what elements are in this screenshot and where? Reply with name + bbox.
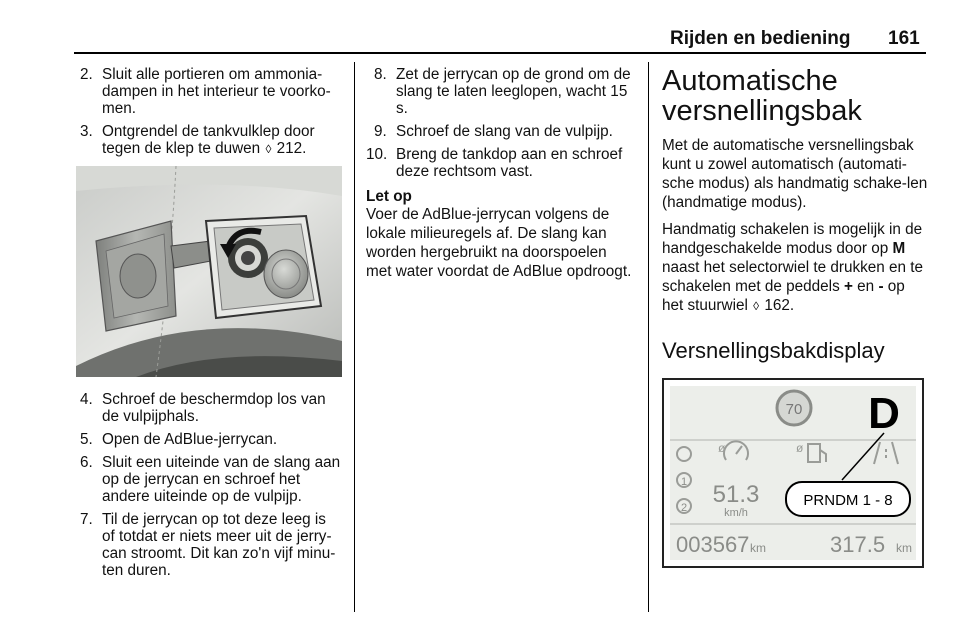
step-text: Til de jerrycan op tot deze leeg is of totdat er niets meer uit de jerry-can stroomt. Dit kan zo'n vijf minu-ten duren. xyxy=(102,511,336,579)
button-name-m: M xyxy=(892,240,906,257)
average-symbol: ø xyxy=(796,441,804,455)
list-item xyxy=(76,66,342,117)
step-number: 7. xyxy=(80,511,93,528)
transmission-display-illustration xyxy=(662,378,924,568)
list-item xyxy=(76,123,342,158)
trip-2-label: 2 xyxy=(680,502,688,514)
steps-list-top xyxy=(76,66,342,158)
trip-1-label: 1 xyxy=(680,476,688,488)
odometer-value: 003567 xyxy=(676,532,750,557)
column-2 xyxy=(366,66,636,281)
list-item xyxy=(76,454,342,505)
page-number: 161 xyxy=(888,28,920,49)
text-run: Handmatig schakelen is mogelijk in de handgeschakelde modus door op xyxy=(662,221,923,257)
list-item xyxy=(76,511,342,579)
average-symbol: ø xyxy=(718,441,726,455)
column-divider-2 xyxy=(648,62,649,612)
step-text: Ontgrendel de tankvulklep door tegen de klep te duwen xyxy=(102,123,315,157)
note-title: Let op xyxy=(366,188,412,205)
page-ref-icon: ◊ xyxy=(265,142,272,156)
trip-value: 317.5 xyxy=(830,532,886,557)
step-number: 8. xyxy=(374,66,387,83)
page-ref-link[interactable]: 212. xyxy=(276,140,307,157)
step-number: 5. xyxy=(80,431,93,448)
step-text: Sluit een uiteinde van de slang aan op de jerrycan en schroef het andere uiteinde op de vulpijp. xyxy=(102,454,341,505)
column-1 xyxy=(76,66,342,585)
section-heading: Automatische versnellingsbak xyxy=(662,65,862,127)
text-run: naast het selectorwiel te drukken en te schakelen met de peddels xyxy=(662,259,924,295)
speed-limit-value: 70 xyxy=(785,401,803,418)
gear-indicator: D xyxy=(868,389,900,438)
steps-list-bottom xyxy=(76,391,342,579)
note-text: Voer de AdBlue-jerrycan volgens de lokale milieuregels af. De slang kan worden hergebruikt na doorspoelen met water voordat de AdBlue opdroogt. xyxy=(366,206,632,280)
step-number: 9. xyxy=(374,123,387,140)
header-rule xyxy=(74,52,926,54)
trip-unit: km xyxy=(896,541,912,555)
odometer-unit: km xyxy=(750,541,766,555)
body-paragraph-1: Met de automatische versnellingsbak kunt u zowel automatisch (automati-sche modus) als handmatig schake-len (handmatige modus). xyxy=(662,137,928,211)
step-number: 2. xyxy=(80,66,93,83)
gear-range-text: PRNDM 1 - 8 xyxy=(803,492,893,509)
paddle-plus: + xyxy=(843,278,853,295)
column-3 xyxy=(662,66,930,568)
text-run: op het stuurwiel xyxy=(662,278,905,314)
steps-list xyxy=(366,66,636,180)
column-divider-1 xyxy=(354,62,355,612)
step-text: Sluit alle portieren om ammonia-dampen in het interieur te voorko-men. xyxy=(102,66,331,117)
speed-unit: km/h xyxy=(724,507,748,519)
body-paragraph-2 xyxy=(662,220,930,316)
step-text: Schroef de slang van de vulpijp. xyxy=(396,123,613,140)
step-text: Zet de jerrycan op de grond om de slang te laten leeglopen, wacht 15 s. xyxy=(396,66,631,117)
step-text: Breng de tankdop aan en schroef deze rechtsom vast. xyxy=(396,146,623,180)
list-item xyxy=(76,391,342,425)
step-number: 6. xyxy=(80,454,93,471)
speed-value: 51.3 xyxy=(712,481,760,508)
step-number: 4. xyxy=(80,391,93,408)
list-item xyxy=(366,123,636,140)
step-text: Schroef de beschermdop los van de vulpijphals. xyxy=(102,391,326,425)
paddle-minus: - xyxy=(878,278,884,295)
page-ref-link[interactable]: 162. xyxy=(764,297,795,314)
subsection-heading: Versnellingsbakdisplay xyxy=(662,338,885,363)
page-ref-icon: ◊ xyxy=(753,299,760,313)
list-item xyxy=(366,66,636,117)
header-title: Rijden en bediening xyxy=(670,28,851,49)
fuel-filler-photo xyxy=(76,166,342,377)
list-item xyxy=(366,146,636,180)
step-number: 3. xyxy=(80,123,93,140)
text-run: en xyxy=(857,278,875,295)
list-item xyxy=(76,431,342,448)
step-text: Open de AdBlue-jerrycan. xyxy=(102,431,278,448)
step-number: 10. xyxy=(366,146,388,163)
